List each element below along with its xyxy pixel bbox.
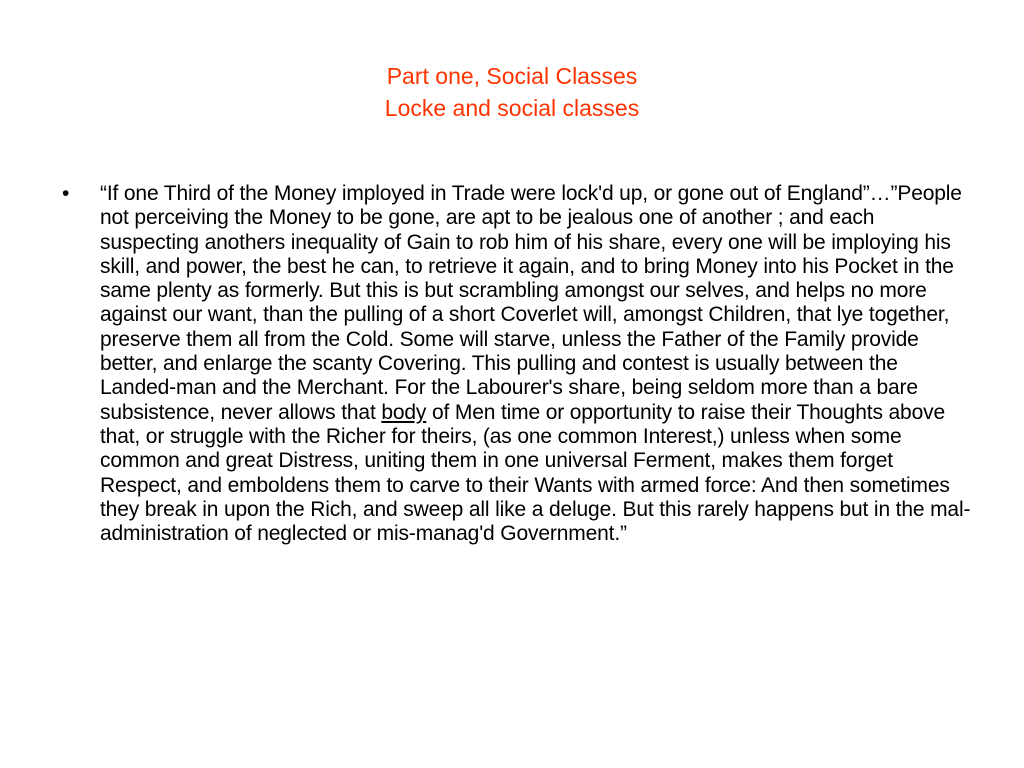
title-line-1: Part one, Social Classes	[386, 63, 638, 89]
title-line-2: Locke and social classes	[384, 95, 640, 121]
slide-title	[0, 60, 1024, 124]
quote-underlined-word: body	[381, 400, 427, 424]
locke-quote	[100, 182, 977, 546]
slide-body	[62, 182, 977, 546]
quote-text-part-1: “If one Third of the Money imployed in Trade were lock'd up, or gone out of England”…”People not perceiving the Money to be gone, are apt to be jealous one of another ; and each suspecting anothers inequality of Gain to rob him of his share, every one will be imploying his skill, and power, the best he can, to retrieve it again, and to bring Money into his Pocket in the same plenty as formerly. But this is but scrambling amongst our selves, and helps no more against our want, than the pulling of a short Coverlet will, amongst Children, that lye together, preserve them all from the Cold. Some will starve, unless the Father of the Family provide better, and enlarge the scanty Covering. This pulling and contest is usually between the Landed-man and the Merchant. For the Labourer's share, being seldom more than a bare subsistence, never allows that	[100, 182, 962, 424]
bullet-dot-icon: •	[62, 182, 70, 205]
quote-text-part-2: of Men time or opportunity to raise their Thoughts above that, or struggle with the Richer for theirs, (as one common Interest,) unless when some common and great Distress, uniting them in one universal Ferment, makes them forget Respect, and emboldens them to carve to their Wants with armed force: And then sometimes they break in upon the Rich, and sweep all like a deluge. But this rarely happens but in the mal-administration of neglected or mis-manag'd Government.”	[100, 400, 971, 546]
bullet-item	[62, 182, 977, 546]
